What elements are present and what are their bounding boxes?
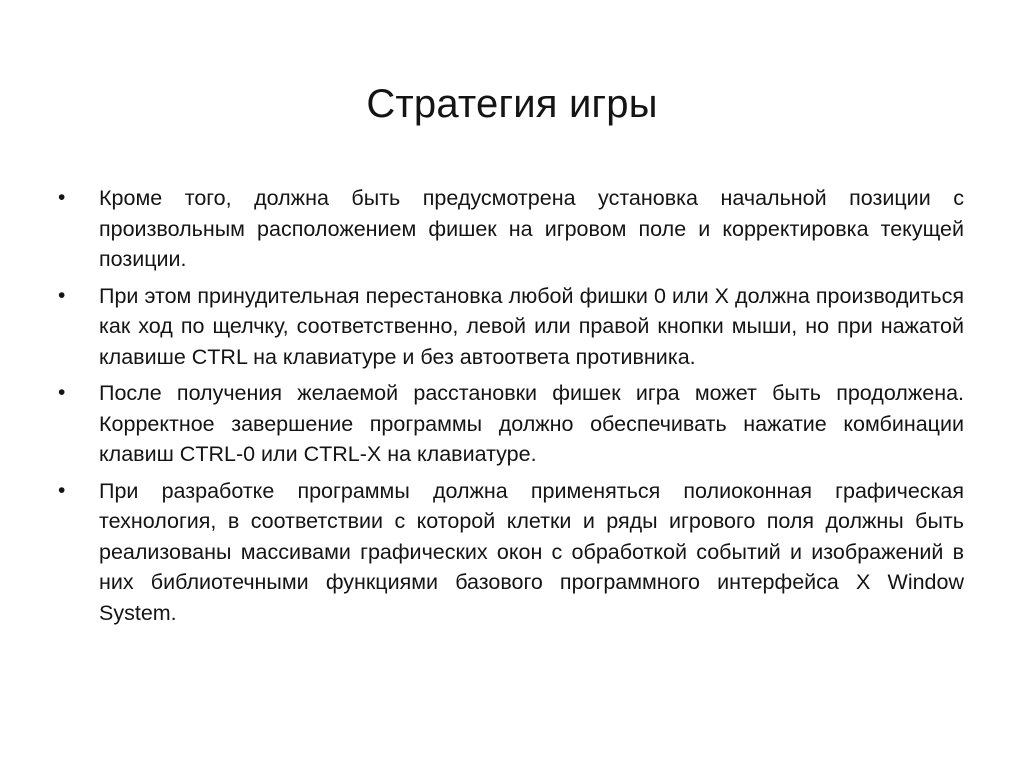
bullet-text: При этом принудительная перестановка любой фишки 0 или X должна производиться как ход по щелчку, соответственно, левой или правой кнопки мыши, но при нажатой клавише CTRL на клавиатуре и без автоответа противника.: [99, 283, 964, 369]
bullet-item: [58, 476, 964, 629]
slide-title: Стратегия игры: [366, 82, 658, 126]
bullet-marker: •: [58, 478, 66, 502]
bullet-text: При разработке программы должна применяться полиоконная графическая технология, в соответствии с которой клетки и ряды игрового поля должны быть реализованы массивами графических окон с обработкой событий и изображений в них библиотечными функциями базового программного интерфейса X Window System.: [99, 478, 964, 625]
bullet-item: [58, 378, 964, 470]
bullet-list: [58, 183, 964, 634]
bullet-marker: •: [58, 381, 66, 404]
bullet-marker: •: [58, 283, 66, 307]
bullet-item: [58, 183, 964, 275]
bullet-item: [58, 281, 964, 373]
bullet-text: После получения желаемой расстановки фишек игра может быть продолжена. Корректное завершение программы должно обеспечивать нажатие комбинации клавиш CTRL-0 или CTRL-X на клавиатуре.: [99, 381, 964, 466]
bullet-text: Кроме того, должна быть предусмотрена установка начальной позиции с произвольным расположением фишек на игровом поле и корректировка текущей позиции.: [99, 186, 964, 271]
bullet-marker: •: [58, 186, 66, 209]
